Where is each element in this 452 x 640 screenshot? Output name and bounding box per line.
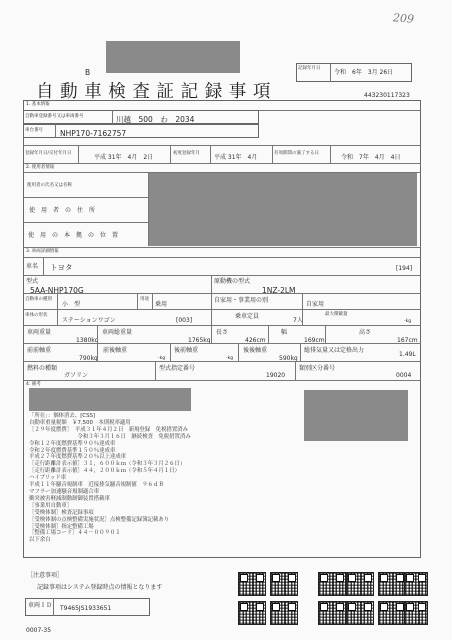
qr-code-10 — [346, 601, 374, 625]
remark-line: 令和３年３月１６日 継続検査 免税措置済み — [29, 433, 191, 440]
model-value: 5AA-NHP170G — [30, 286, 84, 295]
height-label: 高さ — [359, 329, 372, 336]
qr-code-3 — [318, 572, 346, 596]
initial-reg-label: 初度登録年月 — [173, 151, 200, 156]
vehicle-id-label: 車両ＩＤ — [28, 602, 53, 609]
kind-label: 自動車の種別 — [25, 297, 52, 302]
remark-line: 衝突被害軽減制動制御装置搭載車 — [29, 495, 110, 502]
maker-value: トヨタ — [50, 263, 73, 272]
remark-line: ハイブリッド車 — [29, 475, 67, 482]
max-load-label: 最大積載量 — [325, 312, 348, 317]
qr-code-12 — [404, 601, 428, 625]
redacted-user-info — [149, 173, 417, 246]
redacted-remarks-top — [29, 388, 191, 411]
remark-line: 令和２年度燃費基準１５０％達成車 — [29, 447, 116, 454]
purpose-value: 乗用 — [155, 301, 168, 308]
vehicle-id-value: T9465JS1933651 — [60, 605, 112, 612]
length-value: 426cm — [245, 337, 266, 344]
first-reg-label: 登録年月日/交付年月日 — [25, 151, 72, 156]
remark-line: ［走行距離計表示値］４４，２００ｋｍ（令和５年４月１日） — [29, 468, 180, 475]
width-value: 169cm — [304, 337, 325, 344]
fuel-value: ガソリン — [64, 372, 89, 379]
qr-code-11 — [378, 601, 406, 625]
gross-weight-label: 車両総重量 — [102, 329, 133, 336]
remark-line: ［２９年度燃費］ 平成３１年４月２日 新規登録 免税措置済み — [29, 426, 189, 433]
fuel-label: 燃料の種類 — [27, 365, 58, 372]
handwritten-note: 209 — [392, 11, 415, 26]
max-load-value: -kg — [404, 319, 412, 324]
remarks-list — [29, 413, 219, 544]
purpose-label: 用途 — [140, 297, 149, 302]
category-label: 類別区分番号 — [299, 365, 336, 372]
qr-code-9 — [318, 601, 346, 625]
qr-code-7 — [238, 601, 266, 625]
qr-code-1 — [238, 572, 266, 596]
front-axle-value: 790kg — [79, 355, 98, 362]
user-address-label: 使 用 者 の 住 所 — [29, 207, 96, 214]
reg-number-value: 川越 500 わ 2034 — [116, 115, 195, 124]
initial-reg-value: 平成 31年 4月 — [214, 154, 258, 161]
type-approval-label: 型式指定番号 — [159, 365, 196, 372]
redacted-remarks-right — [304, 390, 408, 441]
rear-axle-label: 後後軸重 — [243, 347, 268, 354]
sec3-header: 3. 車両詳細情報 — [26, 249, 59, 254]
engine-value: 1NZ-2LM — [262, 286, 296, 295]
length-label: 長さ — [216, 329, 229, 336]
use-label: 自家用・事業用の別 — [214, 297, 269, 304]
qr-code-2 — [270, 572, 298, 596]
remark-line: 平成２７年度燃費基準２０％以上達成車 — [29, 454, 127, 461]
rear-axle-value: 590kg — [279, 355, 298, 362]
sec4-header: 4. 備考 — [26, 382, 41, 387]
remark-line: ［走行距離計表示値］３１，６００ｋｍ（令和３年３月２６日） — [29, 461, 186, 468]
engine-label: 原動機の型式 — [214, 278, 251, 285]
base-location-label: 使 用 の 本 拠 の 位 置 — [28, 232, 119, 239]
front-rear-axle-label: 前後軸重 — [103, 347, 128, 354]
remark-line: ［受検体制の点検整備実施状況］点検整備記録簿記載あり — [29, 516, 170, 523]
expiry-value: 令和 7年 4月 4日 — [341, 154, 401, 161]
body-value: ステーションワゴン — [62, 317, 116, 324]
remark-line: ［整備工場コード］４４－００９０１ — [29, 530, 121, 537]
user-name-label: 使用者の氏名又は名称 — [27, 183, 72, 188]
model-label: 型式 — [26, 278, 39, 285]
front-rear-axle-value: -kg — [158, 356, 166, 361]
sec1-header: 1. 基本情報 — [26, 102, 50, 107]
remark-line: ［受検体制］検査記録事項 — [29, 509, 94, 516]
page-title: 自動車検査証記録事項 — [36, 82, 277, 102]
displacement-label: 総排気量又は定格出力 — [304, 347, 365, 354]
remark-line: 「所在」：個体消去、[CSS] — [29, 413, 96, 419]
remark-line: 平成１１年騒音規制車 近接排気騒音規制値 ９６ｄＢ — [29, 482, 164, 489]
qr-code-6 — [404, 572, 428, 596]
notes-header: ［注意事項］ — [27, 572, 64, 579]
weight-label: 車両重量 — [27, 329, 52, 336]
reg-number-label: 自動車登録番号又は車両番号 — [25, 114, 84, 119]
qr-code-8 — [270, 601, 298, 625]
qr-code-4 — [346, 572, 374, 596]
remark-line: ［受検体制］指定整備工場 — [29, 523, 94, 530]
redacted-header-block — [106, 41, 240, 73]
use-value: 自家用 — [306, 301, 325, 308]
record-date-value: 令和 6年 3月 26日 — [334, 69, 394, 76]
remark-line: 自動車重量税額 ￥7,500 本則税率適用 — [29, 419, 131, 426]
record-date-label: 記録年月日 — [298, 66, 321, 71]
capacity-value: 7人 — [293, 317, 303, 324]
sec2-header: 2. 使用者情報 — [26, 165, 55, 170]
gross-weight-value: 1765kg — [188, 337, 211, 344]
body-code: [003] — [176, 317, 193, 324]
type-approval-value: 19020 — [266, 372, 286, 379]
remark-line: 令和１２年度燃費基準９０％達成車 — [29, 440, 116, 447]
width-label: 幅 — [281, 329, 288, 336]
footer-code: 0007-35 — [26, 627, 52, 634]
expiry-label: 有効期間の満了する日 — [274, 151, 319, 156]
remark-line: ［事業用自動車］ — [29, 502, 73, 509]
body-label: 車体の形状 — [25, 313, 48, 318]
remark-line: 以下余白 — [29, 537, 51, 544]
weight-value: 1380kg — [76, 337, 99, 344]
rear-front-axle-value: -kg — [226, 356, 234, 361]
category-value: 0004 — [396, 372, 412, 379]
capacity-label: 乗車定員 — [235, 313, 260, 320]
qr-code-5 — [378, 572, 406, 596]
rear-front-axle-label: 後前軸重 — [174, 347, 199, 354]
height-value: 167cm — [397, 337, 418, 344]
serial-number: 443230117323 — [364, 92, 410, 99]
chassis-number-value: NHP170-7162757 — [60, 129, 127, 138]
notes-text: 記録事項はシステム登録時点の情報となります — [37, 584, 163, 591]
kind-value: 小 型 — [62, 301, 81, 308]
remark-line: マフラー加速騒音規制適合車 — [29, 488, 100, 495]
maker-label: 車名 — [26, 263, 39, 270]
first-reg-value: 平成 31年 4月 2日 — [94, 154, 154, 161]
chassis-number-label: 車台番号 — [25, 128, 43, 133]
front-axle-label: 前前軸重 — [27, 347, 52, 354]
form-letter: B — [85, 68, 91, 77]
displacement-value: 1.49L — [399, 351, 416, 358]
maker-code: [194] — [396, 265, 413, 272]
